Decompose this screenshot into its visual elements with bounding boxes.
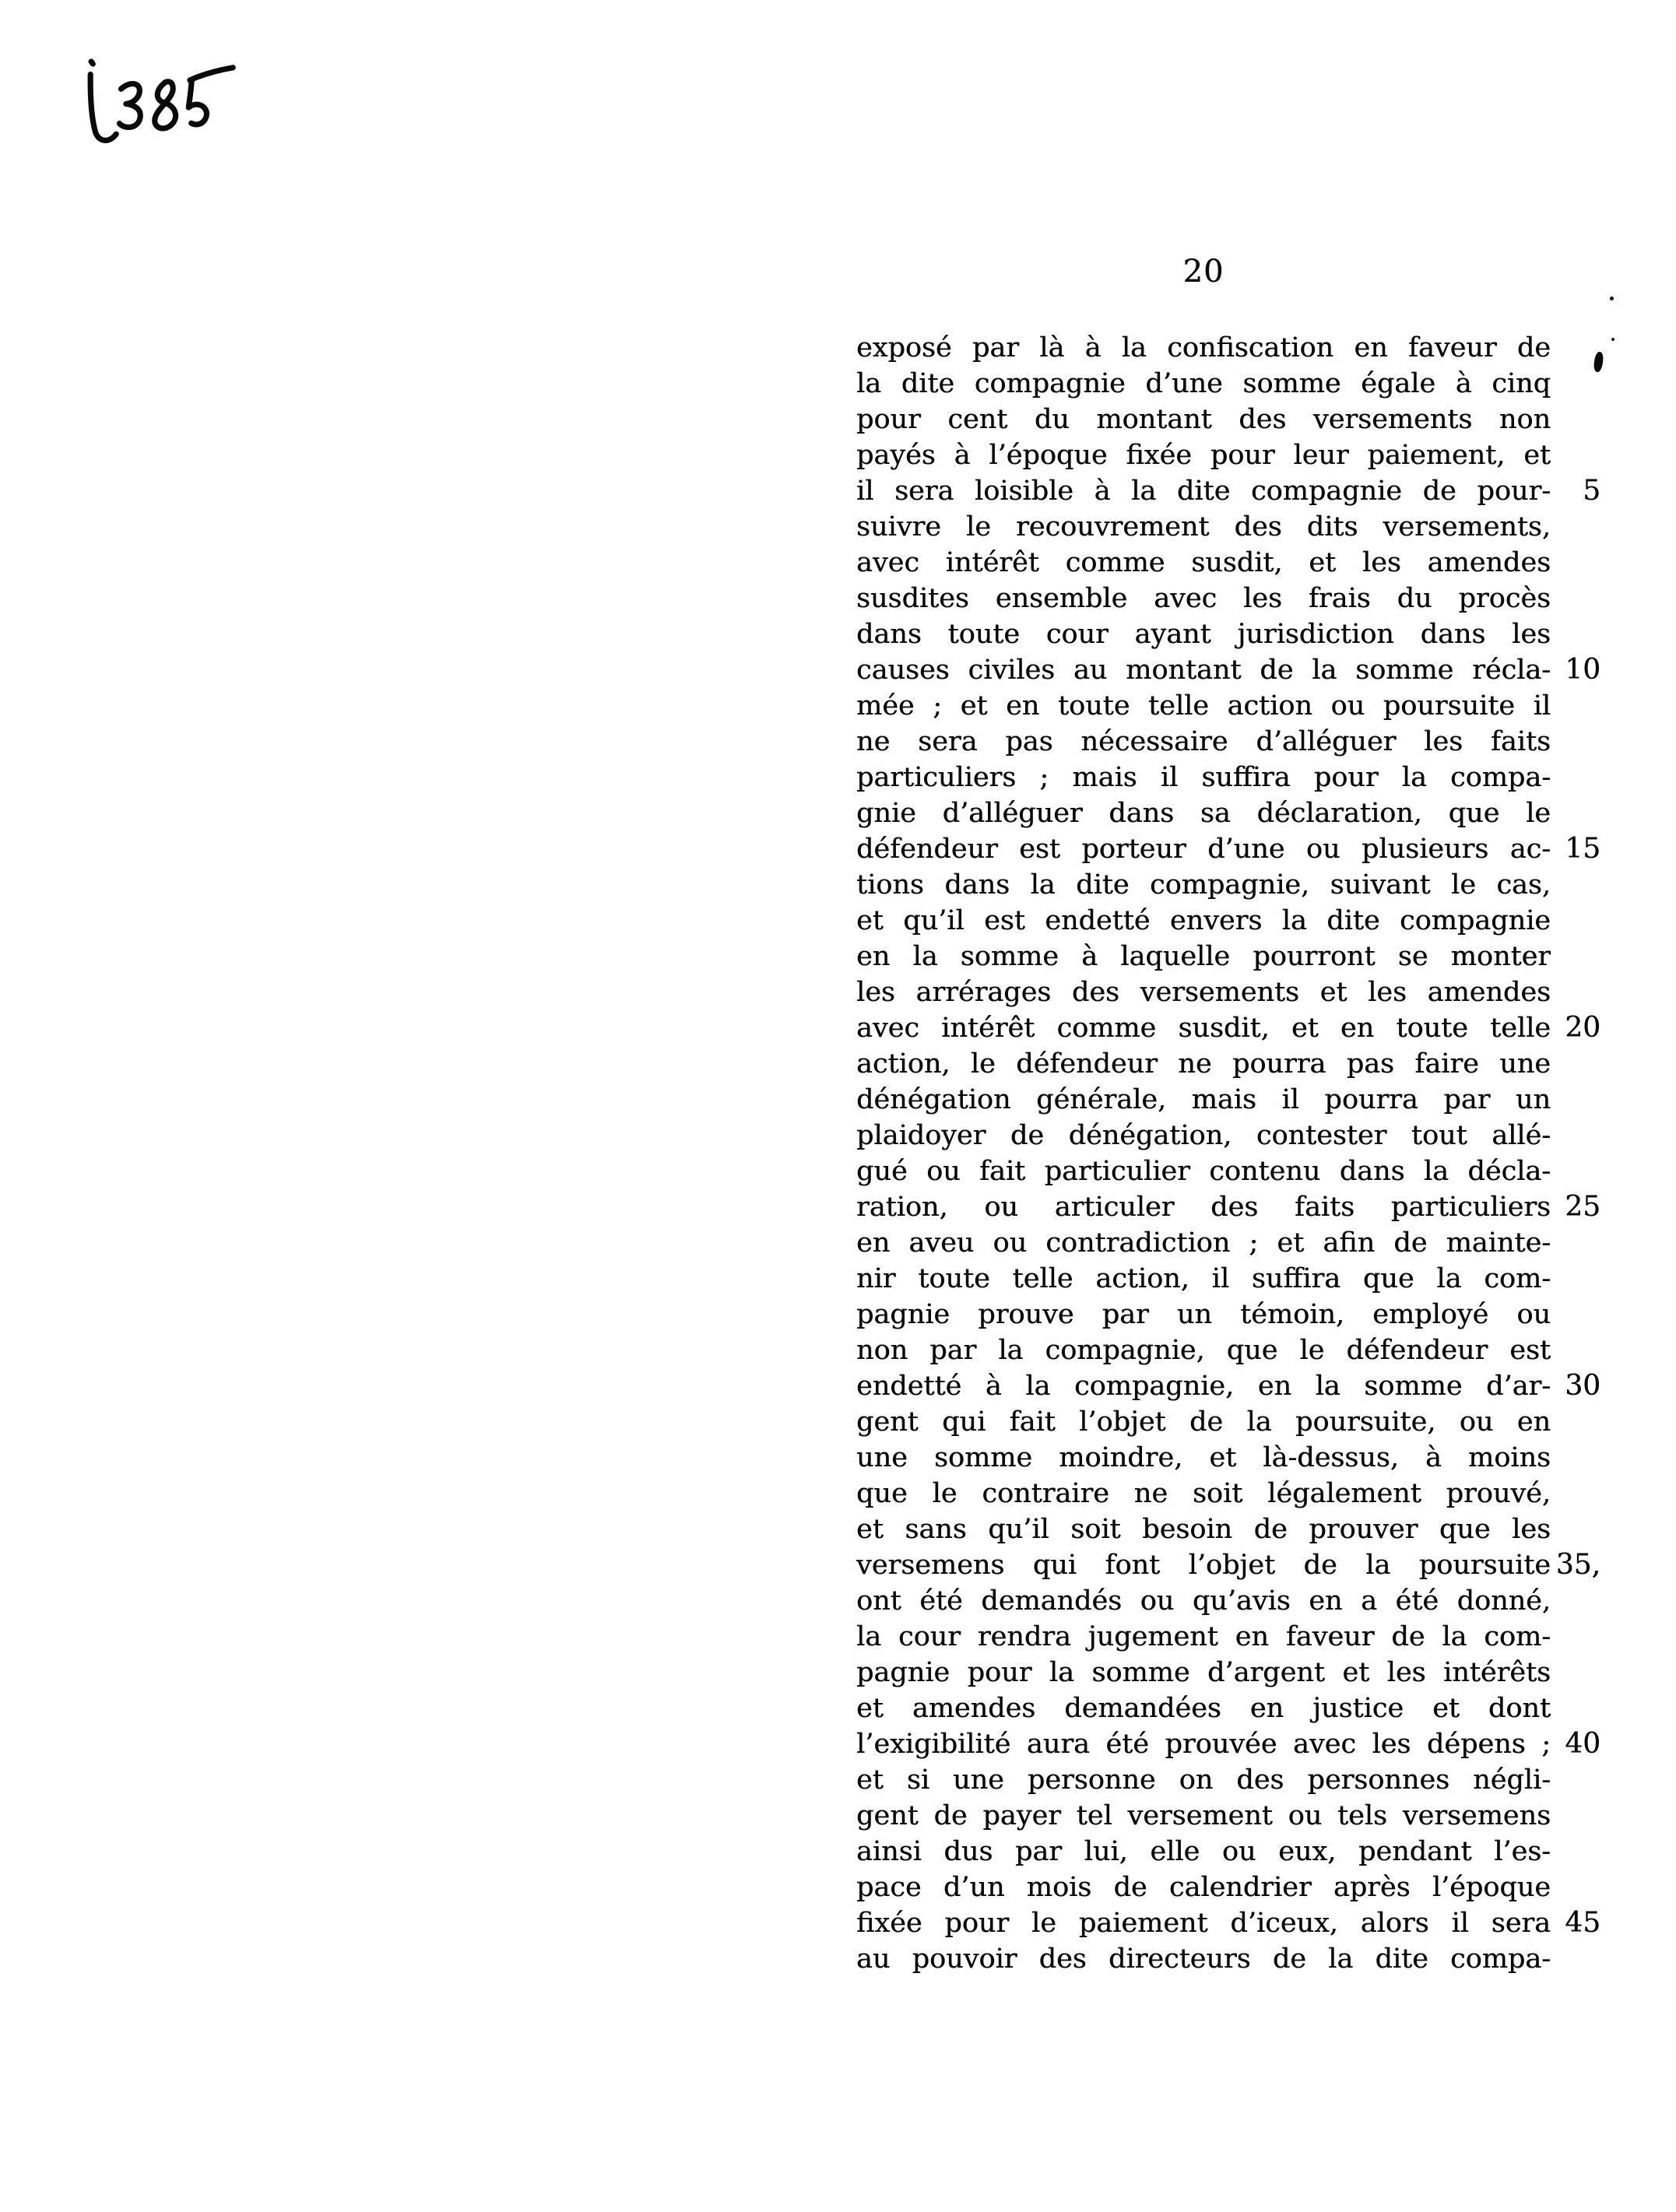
text-line: [856, 1762, 1602, 1798]
margin-line-number: [1551, 939, 1600, 974]
margin-line-number: [1551, 1512, 1600, 1547]
margin-line-number: 5: [1583, 475, 1600, 507]
text-line: [856, 831, 1602, 867]
text-line-content: causes civiles au montant de la somme récla-: [856, 655, 1551, 686]
margin-line-number: 10: [1565, 654, 1600, 686]
margin-line-number: 40: [1565, 1728, 1600, 1760]
text-line-content: fixée pour le paiement d’iceux, alors il sera: [856, 1908, 1551, 1939]
text-line-content: pagnie prouve par un témoin, employé ou: [856, 1299, 1551, 1330]
text-line-content: endetté à la compagnie, en la somme d’ar-: [856, 1371, 1551, 1402]
margin-line-number: [1551, 1762, 1600, 1798]
margin-line-number: [1551, 688, 1600, 724]
text-line: [856, 939, 1602, 974]
margin-line-number: [1551, 1118, 1600, 1153]
text-line-content: une somme moindre, et là-dessus, à moins: [856, 1442, 1551, 1473]
text-line: [856, 1941, 1602, 1977]
text-line: [856, 1225, 1602, 1261]
margin-line-number: [1551, 1655, 1600, 1691]
text-line: [856, 366, 1602, 402]
text-line: [856, 1905, 1602, 1941]
margin-line-number: [1551, 1404, 1600, 1440]
text-line-content: susdites ensemble avec les frais du procès: [856, 583, 1551, 614]
text-line-content: que le contraire ne soit légalement prouvé,: [856, 1478, 1551, 1509]
margin-line-number: [1551, 724, 1600, 760]
text-line-content: dénégation générale, mais il pourra par un: [856, 1084, 1551, 1115]
margin-line-number: [1551, 974, 1600, 1010]
margin-line-number: [1551, 437, 1600, 473]
text-line-content: l’exigibilité aura été prouvée avec les dépens ;: [856, 1729, 1551, 1760]
margin-line-number: [1551, 1619, 1600, 1655]
margin-line-number: 15: [1565, 833, 1600, 865]
text-line: [856, 795, 1602, 831]
body-text-block: [856, 330, 1602, 1977]
text-line-content: ainsi dus par lui, elle ou eux, pendant l’es-: [856, 1836, 1551, 1867]
text-line: [856, 652, 1602, 688]
text-line: [856, 473, 1602, 509]
margin-line-number: [1551, 1082, 1600, 1118]
text-line-content: et sans qu’il soit besoin de prouver que les: [856, 1514, 1551, 1545]
text-line-content: au pouvoir des directeurs de la dite compa-: [856, 1943, 1551, 1975]
text-line: [856, 1583, 1602, 1619]
margin-line-number: [1551, 1261, 1600, 1297]
text-line: [856, 1476, 1602, 1512]
text-line: [856, 1118, 1602, 1153]
text-line-content: non par la compagnie, que le défendeur est: [856, 1335, 1551, 1366]
margin-line-number: [1551, 1440, 1600, 1476]
text-line-content: gent qui fait l’objet de la poursuite, ou en: [856, 1406, 1551, 1438]
text-line-content: dans toute cour ayant jurisdiction dans les: [856, 619, 1551, 650]
text-line: [856, 1297, 1602, 1332]
text-line: [856, 1332, 1602, 1368]
margin-line-number: [1551, 1583, 1600, 1619]
text-line: [856, 1404, 1602, 1440]
text-line-content: et qu’il est endetté envers la dite compagnie: [856, 905, 1551, 936]
text-line-content: tions dans la dite compagnie, suivant le cas,: [856, 869, 1551, 901]
text-line: [856, 616, 1602, 652]
text-line: [856, 1512, 1602, 1547]
text-line-content: versemens qui font l’objet de la poursuite: [856, 1550, 1551, 1581]
margin-line-number: 35,: [1555, 1549, 1600, 1581]
text-line-content: nir toute telle action, il suffira que la com-: [856, 1263, 1551, 1294]
text-line-content: action, le défendeur ne pourra pas faire une: [856, 1048, 1551, 1080]
text-line: [856, 509, 1602, 545]
text-line-content: mée ; et en toute telle action ou poursuite il: [856, 690, 1551, 722]
text-line-content: la cour rendra jugement en faveur de la com-: [856, 1621, 1551, 1652]
margin-line-number: [1551, 366, 1600, 402]
margin-line-number: [1551, 1153, 1600, 1189]
text-line: [856, 1726, 1602, 1762]
text-line-content: pour cent du montant des versements non: [856, 404, 1551, 435]
text-line-content: la dite compagnie d’une somme égale à cinq: [856, 368, 1551, 399]
text-line: [856, 402, 1602, 437]
text-line: [856, 545, 1602, 581]
margin-line-number: [1551, 867, 1600, 903]
text-line: [856, 437, 1602, 473]
text-line-content: suivre le recouvrement des dits versements,: [856, 511, 1551, 542]
margin-line-number: [1551, 1870, 1600, 1905]
text-line: [856, 688, 1602, 724]
margin-line-number: [1551, 330, 1600, 366]
text-line: [856, 867, 1602, 903]
text-line-content: payés à l’époque fixée pour leur paiement, et: [856, 440, 1551, 471]
text-line-content: exposé par là à la confiscation en faveur de: [856, 332, 1551, 363]
margin-line-number: 20: [1565, 1012, 1600, 1044]
margin-line-number: [1551, 1798, 1600, 1834]
ink-speck: [1611, 338, 1615, 341]
margin-line-number: [1551, 545, 1600, 581]
text-line: [856, 760, 1602, 795]
text-line: [856, 1261, 1602, 1297]
margin-line-number: [1551, 1691, 1600, 1726]
text-line-content: gué ou fait particulier contenu dans la décla-: [856, 1156, 1551, 1187]
text-line: [856, 1082, 1602, 1118]
text-line-content: il sera loisible à la dite compagnie de pour-: [856, 476, 1551, 507]
margin-line-number: [1551, 1941, 1600, 1977]
text-line: [856, 1153, 1602, 1189]
margin-line-number: [1551, 1332, 1600, 1368]
text-line: [856, 974, 1602, 1010]
margin-line-number: [1551, 760, 1600, 795]
margin-line-number: 25: [1565, 1191, 1600, 1223]
text-line-content: les arrérages des versements et les amendes: [856, 977, 1551, 1008]
text-line-content: plaidoyer de dénégation, contester tout allé-: [856, 1120, 1551, 1151]
margin-line-number: [1551, 1225, 1600, 1261]
text-line-content: pace d’un mois de calendrier après l’époque: [856, 1872, 1551, 1903]
margin-line-number: [1551, 1476, 1600, 1512]
text-line: [856, 1691, 1602, 1726]
margin-line-number: 45: [1565, 1907, 1600, 1939]
text-line: [856, 330, 1602, 366]
margin-line-number: [1551, 795, 1600, 831]
text-line-content: particuliers ; mais il suffira pour la compa-: [856, 762, 1551, 793]
text-line: [856, 1655, 1602, 1691]
handwritten-annotation: [69, 42, 247, 155]
text-line-content: gnie d’alléguer dans sa déclaration, que le: [856, 798, 1551, 829]
margin-line-number: [1551, 903, 1600, 939]
text-line-content: pagnie pour la somme d’argent et les intérêts: [856, 1657, 1551, 1688]
text-line-content: avec intérêt comme susdit, et en toute telle: [856, 1013, 1551, 1044]
margin-line-number: [1551, 581, 1600, 616]
text-line: [856, 581, 1602, 616]
text-line: [856, 1619, 1602, 1655]
page-number: 20: [1182, 254, 1224, 290]
text-line-content: gent de payer tel versement ou tels versemens: [856, 1800, 1551, 1831]
margin-line-number: [1551, 1046, 1600, 1082]
text-line: [856, 1834, 1602, 1870]
text-line: [856, 1870, 1602, 1905]
text-line: [856, 1798, 1602, 1834]
margin-line-number: [1551, 402, 1600, 437]
text-line: [856, 1547, 1602, 1583]
text-line: [856, 1010, 1602, 1046]
text-line-content: ration, ou articuler des faits particuliers: [856, 1192, 1551, 1223]
text-line-content: et amendes demandées en justice et dont: [856, 1693, 1551, 1724]
text-line: [856, 1189, 1602, 1225]
text-line-content: ont été demandés ou qu’avis en a été donné,: [856, 1585, 1551, 1617]
text-line: [856, 724, 1602, 760]
text-line: [856, 1046, 1602, 1082]
handwriting-strokes: [69, 42, 247, 155]
text-line-content: en aveu ou contradiction ; et afin de mainte-: [856, 1227, 1551, 1259]
margin-line-number: 30: [1565, 1370, 1600, 1402]
margin-line-number: [1551, 1297, 1600, 1332]
ink-speck: [1610, 297, 1614, 300]
margin-line-number: [1551, 1834, 1600, 1870]
text-line: [856, 1440, 1602, 1476]
margin-line-number: [1551, 616, 1600, 652]
margin-line-number: [1551, 509, 1600, 545]
text-line-content: défendeur est porteur d’une ou plusieurs ac-: [856, 834, 1551, 865]
text-line-content: en la somme à laquelle pourront se monter: [856, 941, 1551, 972]
text-line-content: avec intérêt comme susdit, et les amendes: [856, 547, 1551, 578]
text-line-content: ne sera pas nécessaire d’alléguer les faits: [856, 726, 1551, 757]
text-line: [856, 1368, 1602, 1404]
text-line: [856, 903, 1602, 939]
text-line-content: et si une personne on des personnes négli-: [856, 1764, 1551, 1796]
